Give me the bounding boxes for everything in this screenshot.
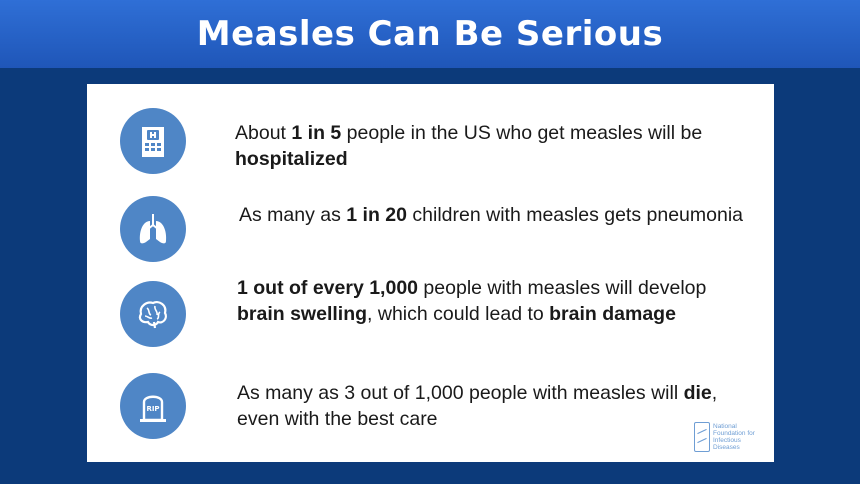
fact-text-die	[237, 380, 757, 432]
fact-text-segment: people in the US who get measles will be	[341, 122, 703, 144]
fact-text-segment: children with measles gets pneumonia	[407, 204, 744, 226]
fact-highlight: 1 in 5	[291, 122, 342, 144]
lungs-icon	[120, 196, 186, 262]
fact-highlight: brain swelling	[237, 303, 368, 325]
fact-text-segment: As many as 3 out of 1,000 people with measles will	[237, 382, 684, 404]
fact-highlight: brain damage	[549, 303, 676, 325]
fact-highlight: hospitalized	[235, 148, 348, 170]
fact-text-segment: About	[235, 122, 292, 144]
brain-icon	[120, 281, 186, 347]
hospital-icon	[120, 108, 186, 174]
nfid-logo	[694, 420, 764, 454]
page-title: Measles Can Be Serious	[196, 14, 664, 54]
fact-highlight: die	[683, 382, 712, 404]
fact-text-segment: As many as	[239, 204, 347, 226]
fact-text-segment: , even with the best care	[237, 382, 718, 430]
fact-highlight: 1 out of every 1,000	[237, 277, 419, 299]
fact-text-segment: people with measles will develop	[418, 277, 707, 299]
fact-text-segment: , which could lead to	[367, 303, 550, 325]
fact-text-pneumonia	[239, 202, 759, 228]
facts-panel	[87, 84, 774, 462]
nfid-logo-text: National Foundation for Infectious Diseases	[713, 423, 755, 451]
fact-highlight: 1 in 20	[346, 204, 407, 226]
gravestone-icon	[120, 373, 186, 439]
fact-text-hospitalized	[235, 120, 755, 172]
header-bar	[0, 0, 860, 68]
fact-text-brain-swelling	[237, 275, 757, 327]
svg-text:RIP: RIP	[146, 405, 160, 413]
nfid-logo-mark	[694, 422, 710, 452]
